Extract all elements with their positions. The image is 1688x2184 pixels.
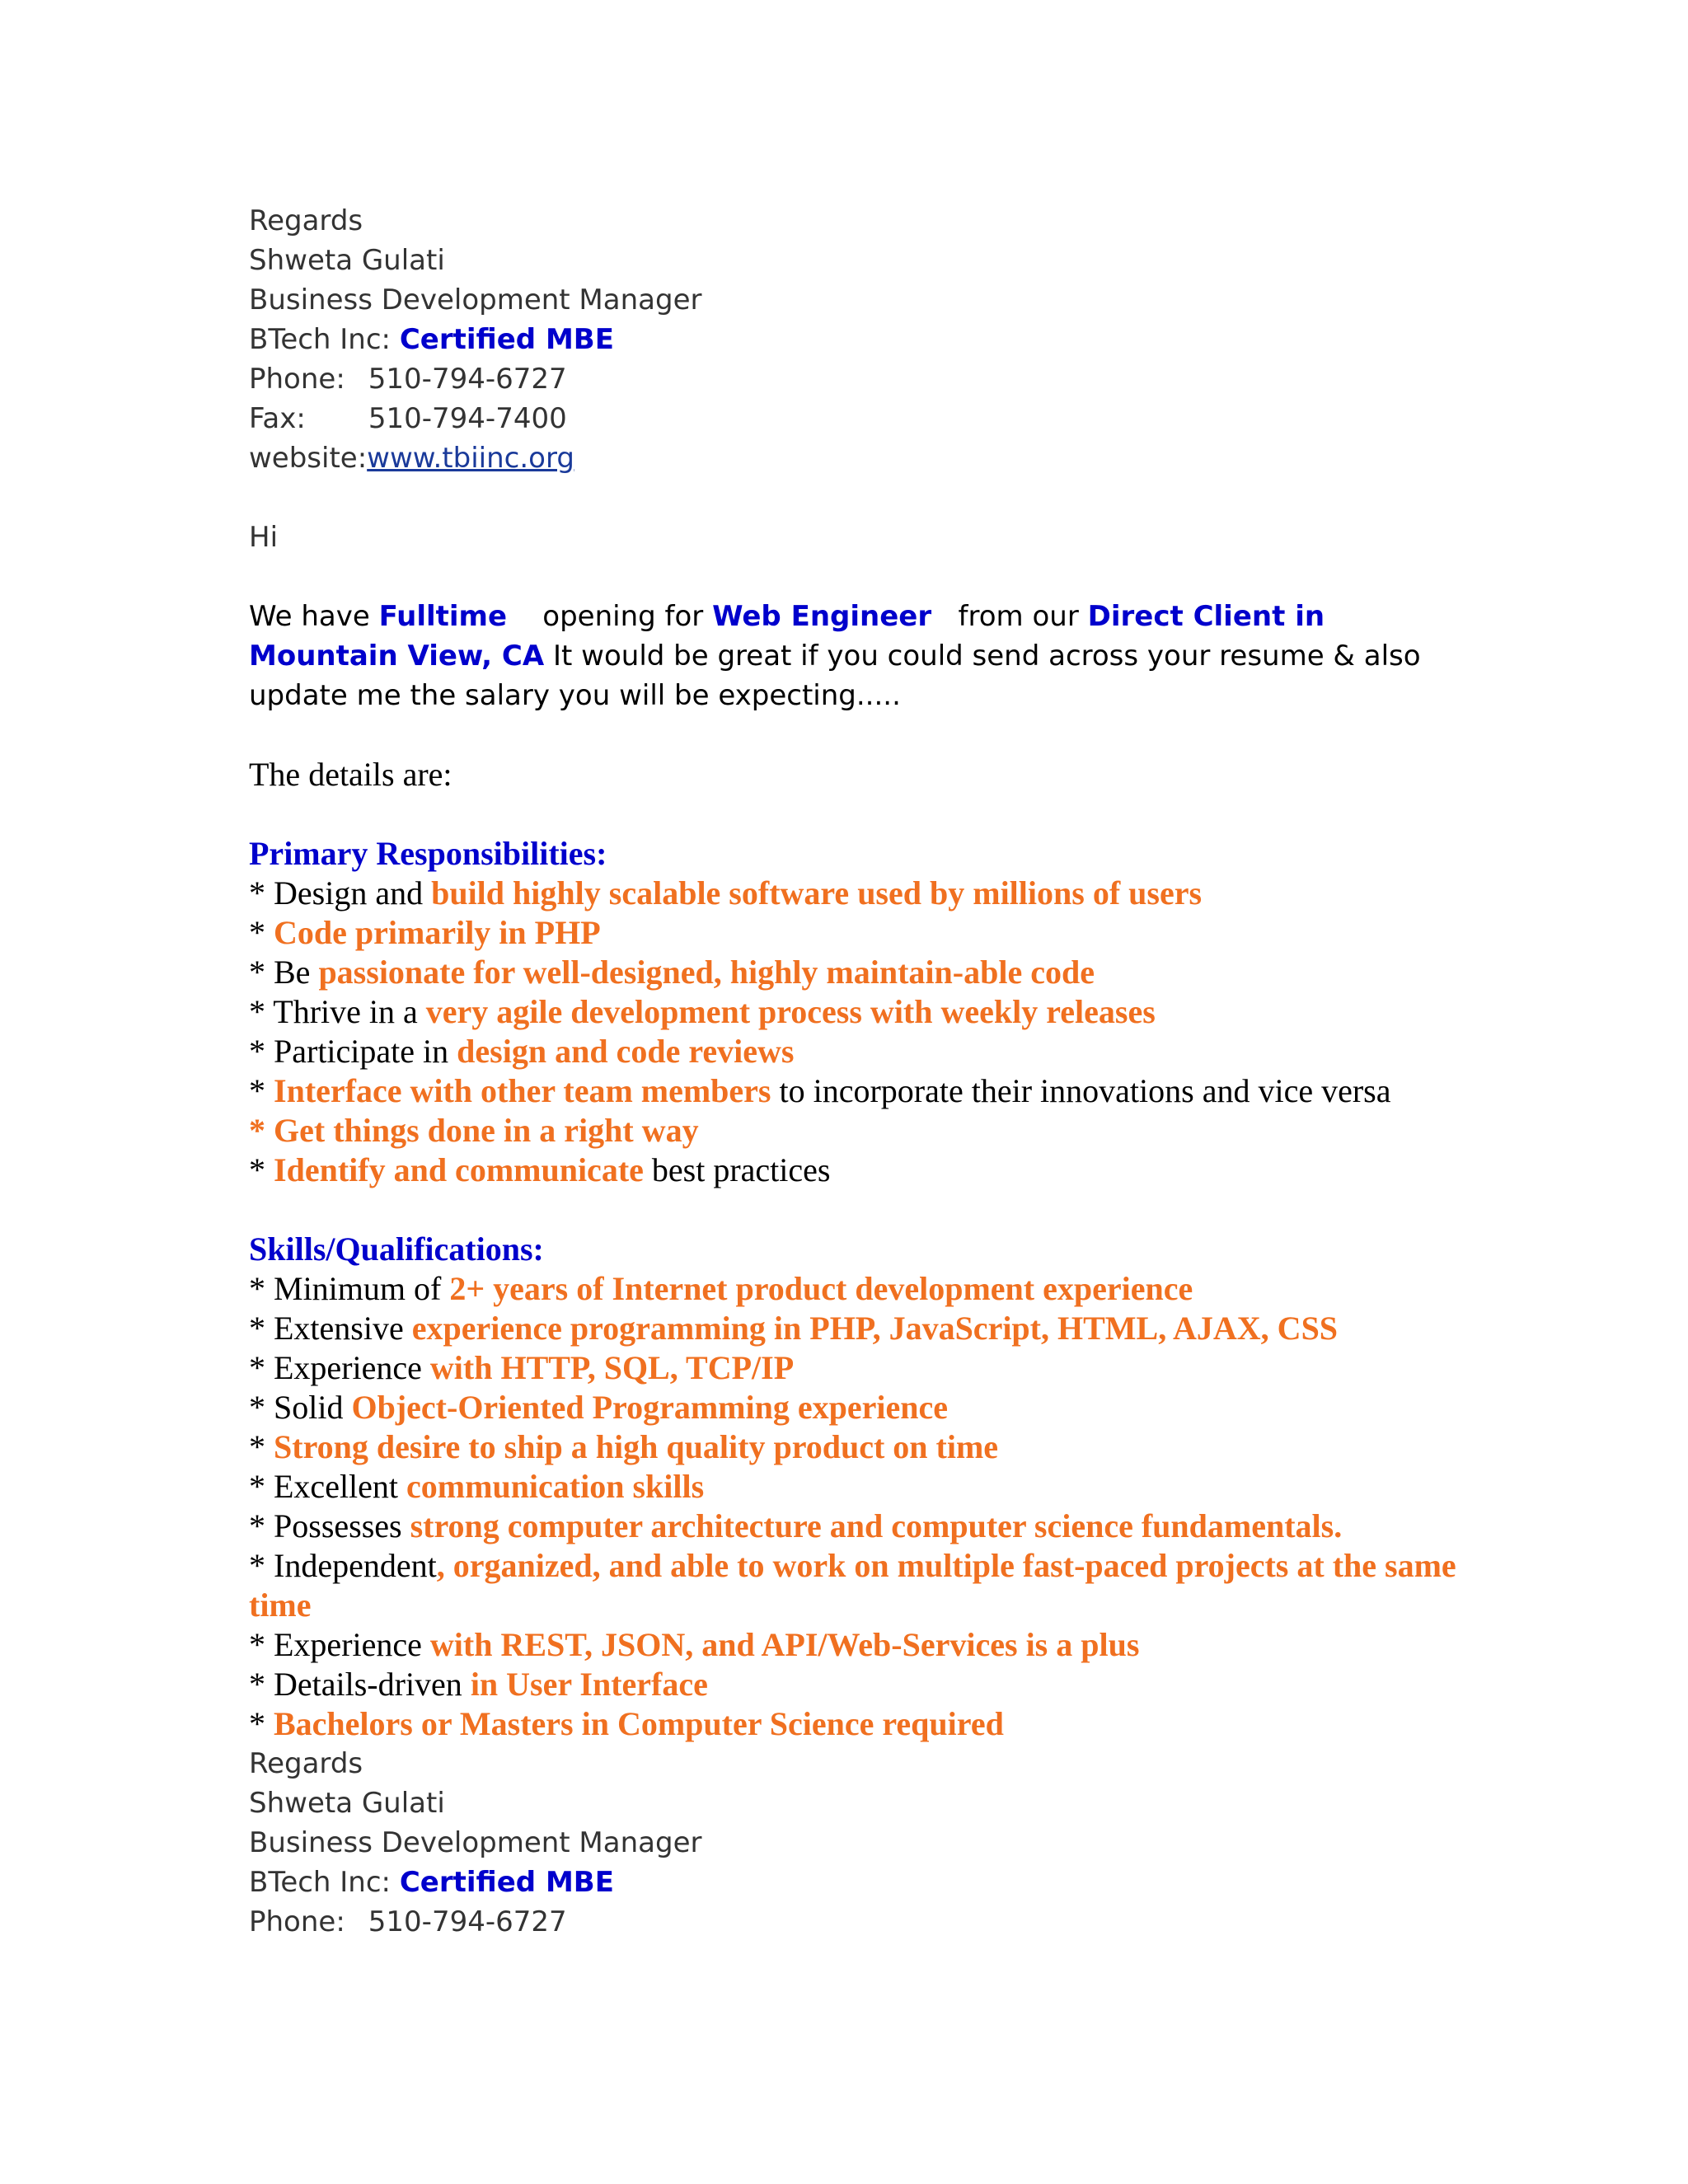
list-item (249, 1309, 1469, 1348)
list-item (249, 1467, 1469, 1507)
certification: Certified MBE (399, 1866, 614, 1899)
list-item (249, 913, 1469, 953)
item-text: * Experience (249, 1349, 430, 1386)
item-highlight: Code primarily in PHP (274, 914, 601, 951)
intro-text: from our (931, 600, 1088, 633)
item-text: * Details-driven (249, 1666, 471, 1703)
item-text: * (249, 914, 274, 951)
job-details (249, 755, 1469, 1744)
item-highlight: Bachelors or Masters in Computer Science required (274, 1705, 1004, 1742)
company-line (249, 320, 1469, 359)
item-highlight: experience programming in PHP, JavaScript, HTML, AJAX, CSS (411, 1310, 1339, 1347)
intro-text: We have (249, 600, 379, 633)
sender-name: Shweta Gulati (249, 244, 445, 277)
certification: Certified MBE (399, 323, 614, 356)
skills-list (249, 1269, 1469, 1744)
list-item (249, 1071, 1469, 1111)
item-text: * Design and (249, 874, 432, 912)
phone-line (249, 1902, 1469, 1942)
item-text: * Minimum of (249, 1270, 450, 1307)
item-text: * Experience (249, 1626, 430, 1663)
list-item (249, 1111, 1469, 1151)
item-text: * (249, 1151, 274, 1188)
item-text: to incorporate their innovations and vice versa (771, 1072, 1391, 1109)
email-document (249, 201, 1469, 1942)
list-item (249, 1546, 1469, 1625)
closing: Regards (249, 1747, 363, 1780)
list-item (249, 1704, 1469, 1744)
item-highlight: , organized, and able to work on multiple fast-paced projects at the same time (249, 1547, 1456, 1624)
item-highlight: Strong desire to ship a high quality product on time (274, 1428, 999, 1465)
item-highlight: Interface with other team members (274, 1072, 771, 1109)
list-item (249, 953, 1469, 992)
item-text: best practices (643, 1151, 831, 1188)
phone-line (249, 359, 1469, 399)
company-name: BTech Inc: (249, 1866, 392, 1899)
greeting: Hi (249, 521, 279, 554)
item-highlight: very agile development process with weekly releases (425, 993, 1156, 1030)
skills-heading: Skills/Qualifications: (249, 1230, 544, 1268)
item-highlight: * Get things done in a right way (249, 1112, 699, 1149)
list-item (249, 1269, 1469, 1309)
item-text: * (249, 1072, 274, 1109)
list-item (249, 1151, 1469, 1190)
intro-text: It would be great if you could send across your resume & also update me the salary you will be expecting..... (249, 640, 1421, 712)
item-highlight: in User Interface (470, 1666, 708, 1703)
item-highlight: with HTTP, SQL, TCP/IP (429, 1349, 795, 1386)
item-highlight: design and code reviews (457, 1033, 795, 1070)
item-highlight: passionate for well-designed, highly maintain-able code (318, 954, 1095, 991)
list-item (249, 1507, 1469, 1546)
fax-line (249, 399, 1469, 438)
fax-number: 510-794-7400 (368, 402, 567, 435)
list-item (249, 1665, 1469, 1704)
responsibilities-heading: Primary Responsibilities: (249, 835, 607, 872)
item-text: * Be (249, 954, 319, 991)
company-name: BTech Inc: (249, 323, 392, 356)
company-line (249, 1863, 1469, 1902)
phone-number: 510-794-6727 (368, 363, 567, 396)
item-highlight: communication skills (406, 1468, 705, 1505)
list-item (249, 1427, 1469, 1467)
list-item (249, 1032, 1469, 1071)
list-item (249, 1625, 1469, 1665)
phone-label: Phone: (249, 363, 345, 396)
responsibilities-list (249, 874, 1469, 1190)
website-link[interactable]: www.tbiinc.org (367, 442, 574, 475)
item-highlight: build highly scalable software used by millions of users (431, 874, 1203, 912)
job-type: Fulltime (378, 600, 508, 633)
website-label: website: (249, 442, 368, 475)
item-text: * Possesses (249, 1507, 410, 1544)
list-item (249, 1348, 1469, 1388)
intro-paragraph (249, 597, 1469, 715)
item-highlight: 2+ years of Internet product development experience (449, 1270, 1193, 1307)
sender-name: Shweta Gulati (249, 1787, 445, 1820)
details-heading: The details are: (249, 756, 452, 793)
item-text: * Thrive in a (249, 993, 426, 1030)
closing: Regards (249, 204, 363, 237)
list-item (249, 874, 1469, 913)
sender-title: Business Development Manager (249, 1826, 702, 1859)
sender-title: Business Development Manager (249, 284, 702, 316)
list-item (249, 1388, 1469, 1427)
item-text: * Participate in (249, 1033, 457, 1070)
website-line (249, 438, 1469, 478)
item-text: * Extensive (249, 1310, 412, 1347)
phone-label: Phone: (249, 1905, 345, 1938)
phone-number: 510-794-6727 (368, 1905, 567, 1938)
item-highlight: strong computer architecture and computer science fundamentals. (410, 1507, 1343, 1544)
item-highlight: Identify and communicate (274, 1151, 644, 1188)
item-highlight: with REST, JSON, and API/Web-Services is a plus (429, 1626, 1140, 1663)
item-text: * Independent (249, 1547, 437, 1584)
fax-label: Fax: (249, 402, 306, 435)
item-highlight: Object-Oriented Programming experience (351, 1389, 948, 1426)
signature-top (249, 201, 1469, 715)
item-text: * (249, 1428, 274, 1465)
item-text: * (249, 1705, 274, 1742)
item-text: * Excellent (249, 1468, 407, 1505)
list-item (249, 992, 1469, 1032)
job-role: Web Engineer (712, 600, 932, 633)
intro-text: opening for (507, 600, 713, 633)
client-location: Direct Client in Mountain View, CA (249, 600, 1325, 673)
signature-bottom (249, 1744, 1469, 1942)
item-text: * Solid (249, 1389, 352, 1426)
